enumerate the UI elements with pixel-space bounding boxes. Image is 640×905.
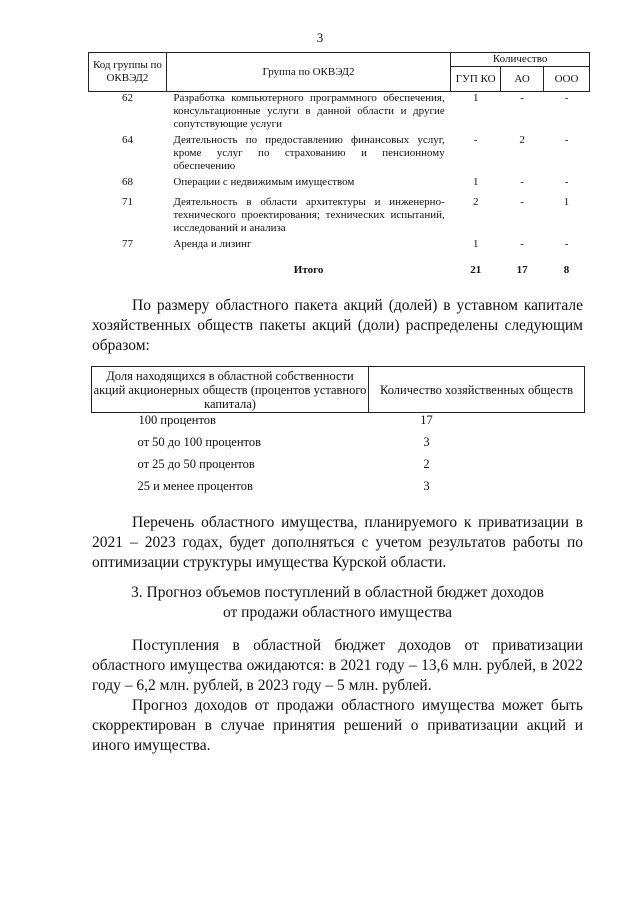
row-name: Аренда и лизинг <box>173 238 252 250</box>
shares-table <box>91 366 585 497</box>
row-gup: 2 <box>472 196 479 208</box>
row-gup: - <box>473 134 478 146</box>
row-ooo: - <box>564 92 569 104</box>
row-ooo: - <box>564 238 569 250</box>
page-number: 3 <box>316 30 324 45</box>
table-row <box>89 134 590 176</box>
paragraph-text: Прогноз доходов от продажи областного имущества может быть скорректирован в случае принятия решений о приватизации акций и иного имущества. <box>92 697 583 754</box>
paragraph-text: По размеру областного пакета акций (долей) в уставном капитале хозяйственных обществ пакеты акций (доли) распределены следующим образом: <box>92 297 583 354</box>
row-name: Операции с недвижимым имуществом <box>173 176 355 188</box>
row-gup: 1 <box>472 176 479 188</box>
section-heading-line: 3. Прогноз объемов поступлений в областной бюджет доходов <box>131 584 544 601</box>
count-cell: 2 <box>423 457 430 471</box>
row-name: Разработка компьютерного программного обеспечения, консультационные услуги в данной области и другие сопутствующие услуги <box>173 92 445 130</box>
total-gup: 21 <box>470 264 482 276</box>
header-share: Доля находящихся в областной собственности акций акционерных обществ (процентов уставного капитала) <box>92 367 369 413</box>
header-gup-ko: ГУП КО <box>451 67 501 92</box>
header-code: Код группы по ОКВЭД2 <box>89 53 167 92</box>
row-ao: - <box>520 238 524 250</box>
table-row <box>89 92 590 135</box>
okved-table <box>88 52 590 277</box>
share-cell: от 25 до 50 процентов <box>137 457 255 471</box>
table-row <box>92 413 585 432</box>
section-heading-line: от продажи областного имущества <box>222 604 453 621</box>
table-row <box>89 238 590 254</box>
row-gup: 1 <box>472 238 479 250</box>
total-ao: 17 <box>516 264 528 276</box>
row-ooo: - <box>564 176 569 188</box>
paragraph-distribution <box>92 296 583 356</box>
header-ooo: ООО <box>544 67 590 92</box>
table-row <box>89 196 590 238</box>
row-code: 62 <box>121 92 133 104</box>
row-name: Деятельность в области архитектуры и инженерно-технического проектирования; технических испытаний, исследований и анализа <box>173 196 445 234</box>
share-cell: 25 и менее процентов <box>137 479 253 493</box>
row-ao: - <box>520 176 524 188</box>
row-ooo: 1 <box>563 196 570 208</box>
paragraph-text: Поступления в областной бюджет доходов от приватизации областного имущества ожидаются: в 2021 году – 13,6 млн. рублей, в 2022 году – 6,2 млн. рублей, в 2023 году – 5 млн. рублей. <box>92 637 583 694</box>
row-code: 68 <box>121 176 133 188</box>
row-code: 71 <box>121 196 133 208</box>
paragraph-text: Перечень областного имущества, планируемого к приватизации в 2021 – 2023 годах, будет дополняться с учетом результатов работы по оптимизации структуры имущества Курской области. <box>92 514 583 571</box>
header-group: Группа по ОКВЭД2 <box>166 53 450 92</box>
paragraph-privatization-list <box>92 513 583 573</box>
paragraph-revenue-forecast <box>92 636 583 756</box>
count-cell: 17 <box>420 413 433 427</box>
row-code: 77 <box>121 238 133 250</box>
total-row <box>89 254 590 277</box>
share-cell: 100 процентов <box>138 413 216 427</box>
row-ao: - <box>520 92 524 104</box>
row-gup: 1 <box>472 92 479 104</box>
total-ooo: 8 <box>563 264 570 276</box>
row-ao: - <box>520 196 524 208</box>
row-ooo: - <box>564 134 569 146</box>
count-cell: 3 <box>423 435 430 449</box>
table-row <box>92 431 585 453</box>
table-row <box>92 475 585 497</box>
header-quantity: Количество <box>451 53 590 67</box>
header-count: Количество хозяйственных обществ <box>369 367 585 413</box>
total-label: Итого <box>293 264 324 276</box>
share-cell: от 50 до 100 процентов <box>137 435 261 449</box>
row-code: 64 <box>121 134 133 146</box>
table-row <box>92 453 585 475</box>
row-ao: 2 <box>519 134 525 146</box>
section-heading <box>92 583 583 623</box>
count-cell: 3 <box>423 479 430 493</box>
row-name: Деятельность по предоставлению финансовых услуг, кроме услуг по страхованию и пенсионному обеспечению <box>173 134 445 172</box>
header-ao: АО <box>501 67 544 92</box>
table-row <box>89 176 590 196</box>
